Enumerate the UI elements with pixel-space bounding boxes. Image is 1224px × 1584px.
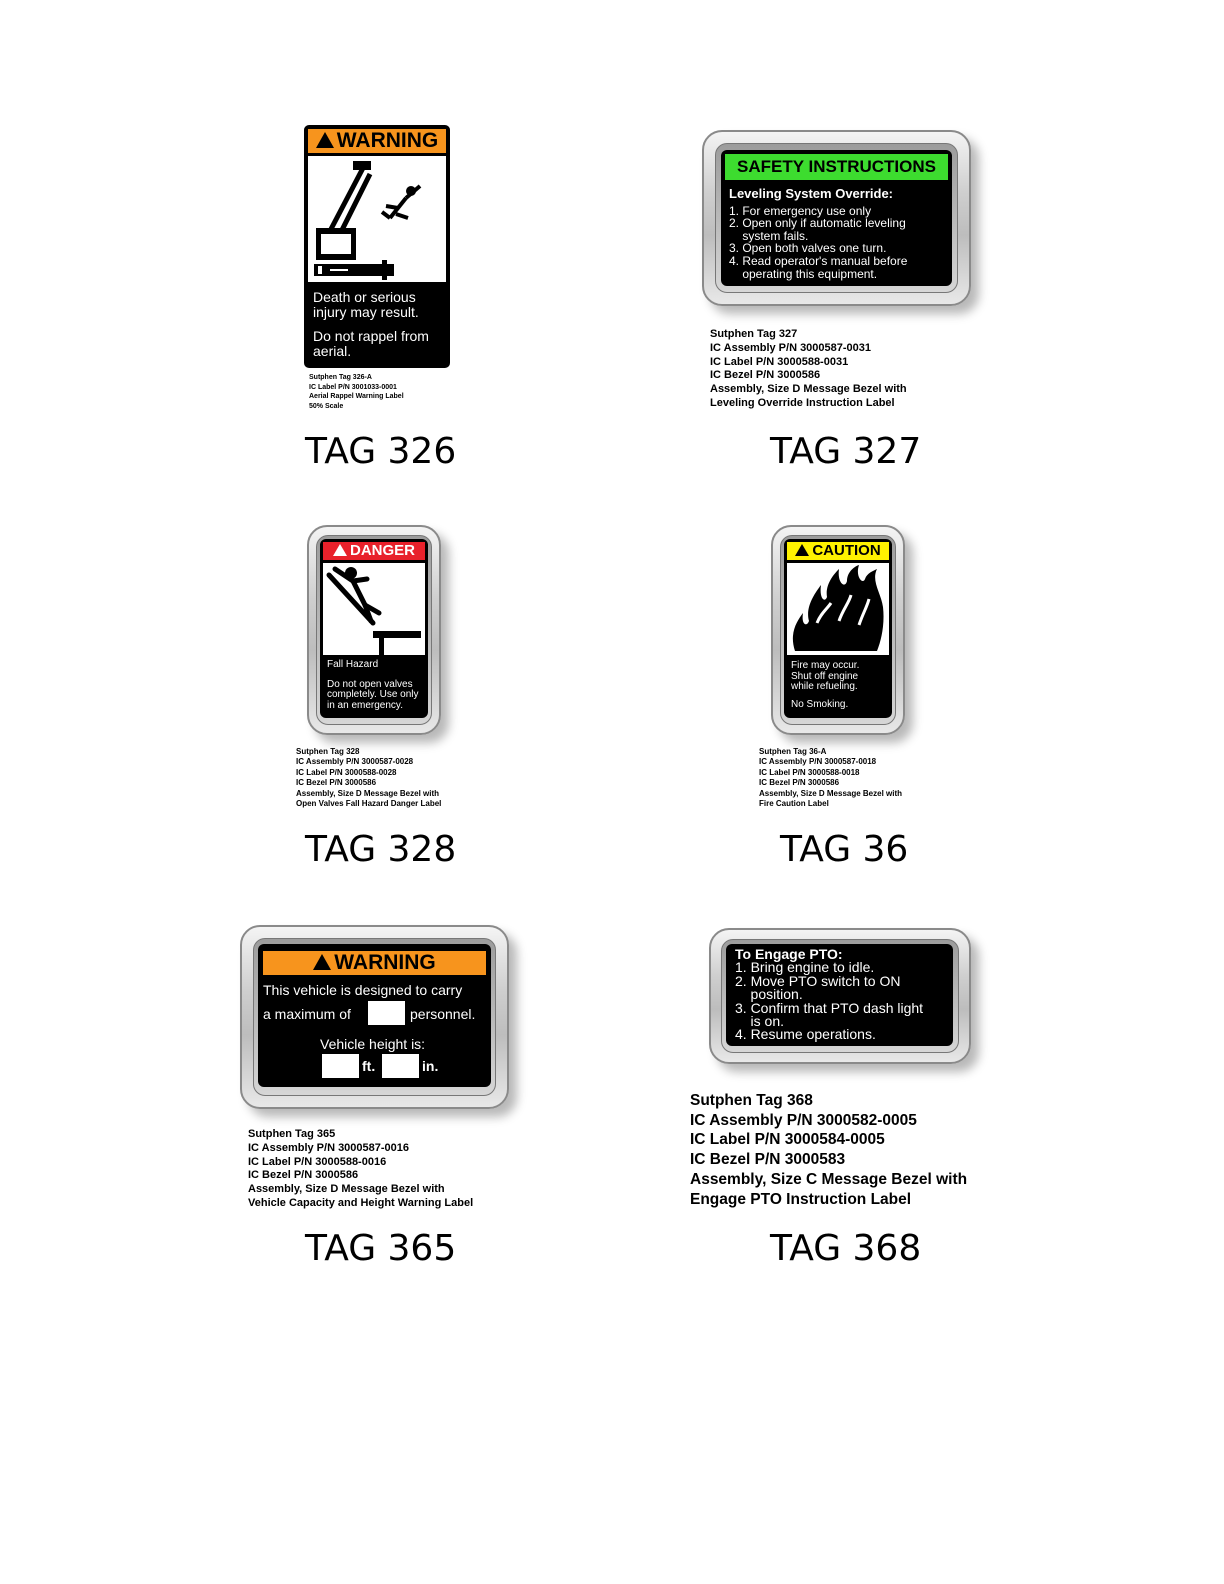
tag-title: TAG 326 xyxy=(305,431,457,472)
msg-line: Do not open valves xyxy=(327,678,413,690)
msg-line: Shut off engine xyxy=(791,670,859,682)
safety-header: SAFETY INSTRUCTIONS xyxy=(725,154,948,180)
alert-triangle-icon xyxy=(795,544,809,556)
instruction-label-327 xyxy=(721,150,952,286)
alert-triangle-icon xyxy=(313,954,331,970)
msg-line: No Smoking. xyxy=(791,698,849,710)
bezel xyxy=(240,925,509,1109)
msg-line: personnel. xyxy=(410,1006,476,1022)
danger-label-328 xyxy=(320,539,428,718)
caption-326: Sutphen Tag 326-A IC Label P/N 3001033-0001 Aerial Rappel Warning Label 50% Scale xyxy=(309,374,404,410)
msg-line: Fall Hazard xyxy=(327,659,379,670)
warning-label-365 xyxy=(258,944,491,1087)
bezel xyxy=(771,525,905,735)
subheader: Leveling System Override: xyxy=(729,186,894,201)
alert-triangle-icon xyxy=(316,132,334,148)
instruction-line: position. xyxy=(735,986,803,1003)
height-ft-blank xyxy=(322,1054,359,1078)
tag-title: TAG 327 xyxy=(770,431,922,472)
tag-title: TAG 368 xyxy=(770,1228,922,1269)
caption-327: Sutphen Tag 327 IC Assembly P/N 3000587-0031 IC Label P/N 3000588-0031 IC Bezel P/N 3000586 Assembly, Size D Message Bezel with Leveling Override Instruction Label xyxy=(710,328,907,409)
msg-line: in an emergency. xyxy=(327,699,403,711)
caption-36: Sutphen Tag 36-A IC Assembly P/N 3000587-0018 IC Label P/N 3000588-0018 IC Bezel P/N 3000586 Assembly, Size D Message Bezel with Fire Caution Label xyxy=(759,747,903,809)
caution-header: CAUTION xyxy=(787,542,889,560)
personnel-blank xyxy=(368,1001,405,1025)
bezel xyxy=(307,525,441,735)
tag-title: TAG 328 xyxy=(305,829,457,870)
msg-line: This vehicle is designed to carry xyxy=(263,982,463,998)
instruction-line: To Engage PTO: xyxy=(735,946,843,962)
height-in-blank xyxy=(382,1054,419,1078)
msg-line: Fire may occur. xyxy=(791,660,860,671)
msg-line: aerial. xyxy=(313,343,352,359)
instruction-label-368 xyxy=(726,944,953,1046)
danger-header: DANGER xyxy=(323,542,425,560)
ft-unit: ft. xyxy=(362,1058,376,1074)
instruction-line: is on. xyxy=(735,1013,785,1030)
alert-triangle-icon xyxy=(333,544,347,556)
warning-header: WARNING xyxy=(263,951,486,975)
bezel xyxy=(709,928,971,1064)
instruction-line: system fails. xyxy=(729,228,809,243)
fire-icon xyxy=(787,563,889,655)
ladder-fall-icon xyxy=(308,156,446,410)
warning-label-326 xyxy=(304,125,450,368)
msg-line: a maximum of xyxy=(263,1006,351,1022)
instruction-line: 3. Open both valves one turn. xyxy=(729,241,887,256)
tag-title: TAG 36 xyxy=(780,829,909,870)
msg-line: completely. Use only xyxy=(327,689,419,701)
msg-line: while refueling. xyxy=(791,681,858,693)
tag-title: TAG 365 xyxy=(305,1228,457,1269)
bezel xyxy=(702,130,971,306)
instruction-line: 1. Bring engine to idle. xyxy=(735,959,875,976)
instruction-line: 4. Read operator's manual before xyxy=(729,253,908,268)
msg-line: Vehicle height is: xyxy=(320,1036,426,1052)
caption-365: Sutphen Tag 365 IC Assembly P/N 3000587-0016 IC Label P/N 3000588-0016 IC Bezel P/N 3000586 Assembly, Size D Message Bezel with Vehicle Capacity and Height Warning Label xyxy=(248,1128,474,1209)
fall-hazard-icon xyxy=(323,563,425,655)
instruction-line: 1. For emergency use only xyxy=(729,203,872,218)
instruction-line: 2. Open only if automatic leveling xyxy=(729,216,906,231)
msg-line: injury may result. xyxy=(313,304,419,320)
instruction-line: 3. Confirm that PTO dash light xyxy=(735,999,924,1016)
warning-header: WARNING xyxy=(308,129,446,153)
instruction-line: 4. Resume operations. xyxy=(735,1026,876,1043)
caution-label-36 xyxy=(784,539,892,718)
caption-368: Sutphen Tag 368 IC Assembly P/N 3000582-0005 IC Label P/N 3000584-0005 IC Bezel P/N 3000583 Assembly, Size C Message Bezel with Engage PTO Instruction Label xyxy=(690,1092,968,1208)
msg-line: Death or serious xyxy=(313,289,416,305)
instruction-line: operating this equipment. xyxy=(729,266,878,281)
caption-328: Sutphen Tag 328 IC Assembly P/N 3000587-0028 IC Label P/N 3000588-0028 IC Bezel P/N 3000586 Assembly, Size D Message Bezel with Open Valves Fall Hazard Danger Label xyxy=(296,747,442,809)
msg-line: Do not rappel from xyxy=(313,328,429,344)
in-unit: in. xyxy=(422,1058,439,1074)
instruction-line: 2. Move PTO switch to ON xyxy=(735,972,901,989)
